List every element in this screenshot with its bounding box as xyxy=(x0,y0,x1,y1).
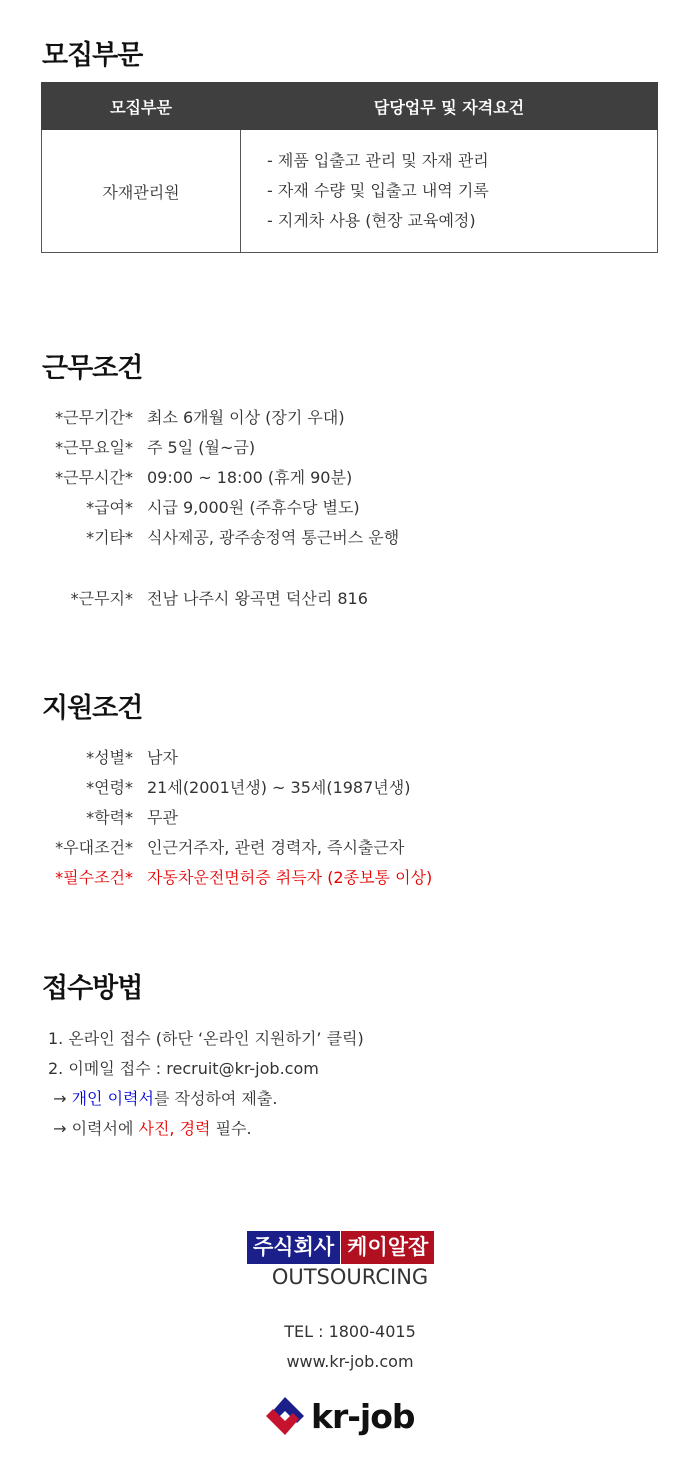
requirement-label: *학력* xyxy=(86,808,133,827)
duty-item: - 자재 수량 및 입출고 내역 기록 xyxy=(267,181,489,200)
requirement-row-age xyxy=(0,773,700,803)
recruit-table xyxy=(41,82,658,253)
table-row xyxy=(42,130,658,253)
position-cell: 자재관리원 xyxy=(42,130,241,253)
note-text: 필수. xyxy=(210,1119,252,1138)
condition-value: 09:00 ~ 18:00 (휴게 90분) xyxy=(147,468,353,487)
condition-label: *급여* xyxy=(86,498,133,517)
requirement-row-gender xyxy=(0,743,700,773)
requirement-label: *우대조건* xyxy=(55,838,133,857)
conditions-list xyxy=(0,403,700,614)
requirement-row-education xyxy=(0,803,700,833)
requirements-section-title: 지원조건 xyxy=(42,693,143,724)
arrow-text: → 이력서에 xyxy=(48,1119,139,1138)
condition-value: 시급 9,000원 (주휴수당 별도) xyxy=(147,498,360,517)
condition-label: *근무요일* xyxy=(55,438,133,457)
recruit-section-title: 모집부문 xyxy=(42,40,143,71)
col-header-position: 모집부문 xyxy=(42,83,241,130)
requirement-value: 인근거주자, 관련 경력자, 즉시출근자 xyxy=(147,838,405,857)
outsourcing-text: OUTSOURCING xyxy=(271,1265,429,1289)
company-name-part2: 케이알잡 xyxy=(341,1231,434,1264)
col-header-duties: 담당업무 및 자격요건 xyxy=(241,83,658,130)
highlight-resume: 개인 이력서 xyxy=(71,1089,154,1108)
requirement-value: 21세(2001년생) ~ 35세(1987년생) xyxy=(147,778,411,797)
condition-label: *근무기간* xyxy=(55,408,133,427)
apply-instructions xyxy=(48,1024,364,1144)
kr-job-logo xyxy=(263,1394,415,1438)
note-text: 를 작성하여 제출. xyxy=(153,1089,278,1108)
website-link[interactable]: www.kr-job.com xyxy=(286,1352,414,1371)
requirement-label: *필수조건* xyxy=(55,868,133,887)
duty-item: - 지게차 사용 (현장 교육예정) xyxy=(267,211,476,230)
apply-online: 1. 온라인 접수 (하단 ‘온라인 지원하기’ 클릭) xyxy=(48,1029,364,1048)
condition-label: *기타* xyxy=(86,528,133,547)
apply-note-photo xyxy=(48,1114,364,1144)
condition-value: 전남 나주시 왕곡면 덕산리 816 xyxy=(147,589,368,608)
requirement-label: *연령* xyxy=(86,778,133,797)
company-name-part1: 주식회사 xyxy=(247,1231,340,1264)
condition-label: *근무시간* xyxy=(55,468,133,487)
conditions-section-title: 근무조건 xyxy=(42,353,143,384)
requirement-value: 남자 xyxy=(147,748,178,767)
logo-text: kr-job xyxy=(311,1396,415,1436)
condition-row-location xyxy=(0,584,700,614)
condition-row-etc xyxy=(0,523,700,553)
requirement-row-preferred xyxy=(0,833,700,863)
condition-row-days xyxy=(0,433,700,463)
duty-item: - 제품 입출고 관리 및 자재 관리 xyxy=(267,151,489,170)
duty-list xyxy=(241,146,657,236)
company-name xyxy=(247,1231,434,1264)
condition-value: 주 5일 (월~금) xyxy=(147,438,256,457)
condition-label: *근무지* xyxy=(70,589,133,608)
requirement-value: 무관 xyxy=(147,808,178,827)
apply-email: 2. 이메일 접수 : recruit@kr-job.com xyxy=(48,1059,319,1078)
condition-row-pay xyxy=(0,493,700,523)
apply-section-title: 접수방법 xyxy=(42,973,143,1004)
condition-value: 식사제공, 광주송정역 통근버스 운행 xyxy=(147,528,400,547)
highlight-photo-career: 사진, 경력 xyxy=(138,1119,211,1138)
requirement-row-mandatory xyxy=(0,863,700,893)
phone-number: TEL : 1800-4015 xyxy=(284,1322,416,1341)
condition-row-hours xyxy=(0,463,700,493)
condition-value: 최소 6개월 이상 (장기 우대) xyxy=(147,408,345,427)
requirements-list xyxy=(0,743,700,893)
arrow-text: → xyxy=(48,1089,72,1108)
requirement-label: *성별* xyxy=(86,748,133,767)
kr-job-diamond-logo-icon xyxy=(263,1394,307,1438)
requirement-value: 자동차운전면허증 취득자 (2종보통 이상) xyxy=(147,868,433,887)
apply-note-resume xyxy=(48,1084,364,1114)
condition-row-period xyxy=(0,403,700,433)
duties-cell xyxy=(241,130,658,253)
